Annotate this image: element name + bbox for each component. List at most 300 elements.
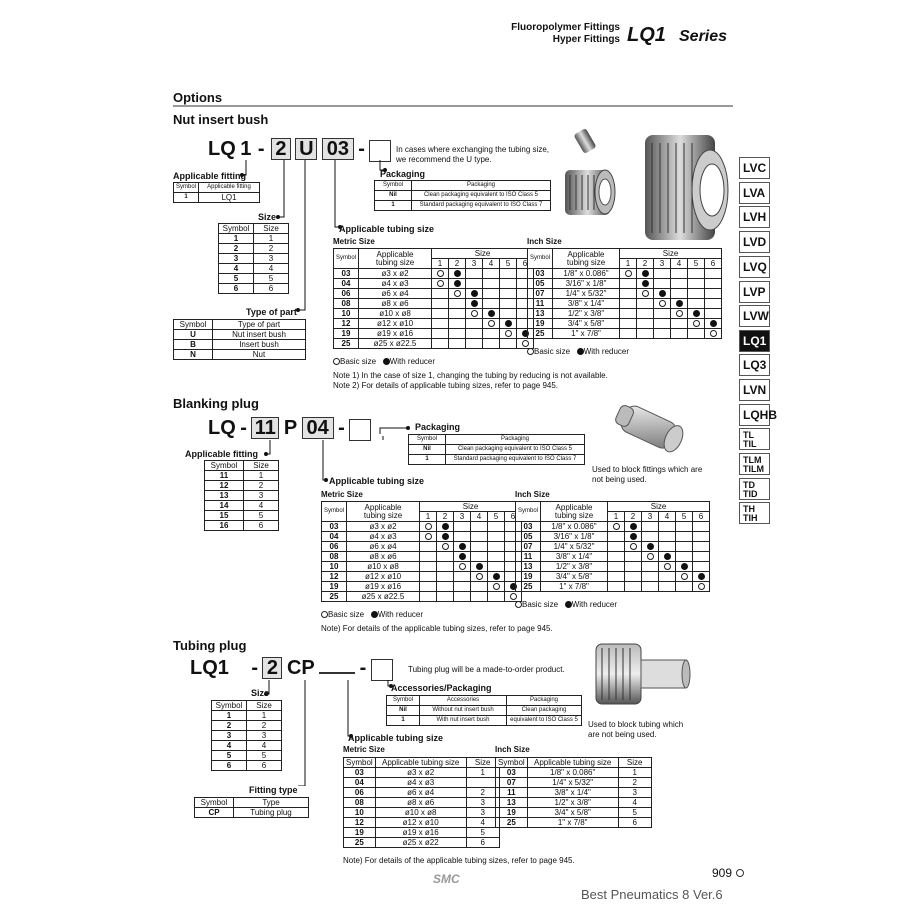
table-row [212,711,282,721]
table-cell: 5 [618,808,651,818]
table-cell: 3/8" x 1/4" [553,299,620,309]
reducer-icon [642,270,649,277]
blank-fitting-table [204,460,279,531]
size-cell [500,309,517,319]
table-cell: 5 [247,751,282,761]
code-digit: 1 [240,138,252,160]
table-cell: Standard packaging equivalent to ISO Class 7 [412,201,551,211]
table-cell: 25 [496,818,528,828]
table-row [322,532,522,542]
table-cell: 1 [174,193,199,203]
size-cell [471,552,488,562]
table-row [344,828,500,838]
col-header: Symbol [212,701,247,711]
code-type: P [283,417,298,439]
table-cell: ø6 x ø4 [375,788,466,798]
tab-lvp[interactable]: LVP [739,281,770,303]
table-cell: 25 [322,592,347,602]
size-cell [449,319,466,329]
basic-size-icon [471,310,478,317]
table-cell: 19 [322,582,347,592]
blank-metric-legend [321,610,423,619]
size-cell [642,552,659,562]
table-cell: 5 [466,828,499,838]
col-header: Symbol [195,798,234,808]
size-cell [449,299,466,309]
table-cell: ø12 x ø10 [347,572,420,582]
applicable-label: Applicable [567,249,605,259]
table-row [387,706,582,716]
table-cell: 1/2" x 3/8" [527,798,618,808]
size-cell [608,542,625,552]
size-cell [705,279,722,289]
size-cell [637,329,654,339]
table-cell: 05 [528,279,553,289]
table-row [496,808,652,818]
col-header: 1 [608,512,625,522]
table-row [516,542,710,552]
tubing-size-label: tubing size [566,257,606,267]
nut-tubing-label: Applicable tubing size [339,224,435,234]
table-cell: 3/4" x 5/8" [553,319,620,329]
size-cell [693,522,710,532]
table-cell: 2 [618,778,651,788]
size-cell [620,309,637,319]
plug-product-image [594,640,694,710]
table-cell: Insert bush [213,340,306,350]
col-header: Packaging [446,435,585,445]
size-cell [449,289,466,299]
nut-type-label: Type of part [246,307,297,317]
smc-logo: SMC [433,872,460,886]
nut-metric-grid [333,248,534,349]
table-row [322,592,522,602]
table-cell: 03 [322,522,347,532]
size-cell [437,522,454,532]
code-size-box: 2 [262,657,282,679]
blank-metric-grid [321,501,522,602]
table-cell: With nut insert bush [420,716,507,726]
table-row [219,284,289,294]
table-cell: Nut insert bush [213,330,306,340]
reducer-icon [693,310,700,317]
col-header: Symbol [334,249,359,269]
blank-inch-legend [515,600,617,609]
reducer-icon [577,348,584,355]
reducer-icon [565,601,572,608]
tab-td-tid[interactable]: TD TID [739,478,770,500]
table-row [322,552,522,562]
size-cell [454,562,471,572]
table-row [219,244,289,254]
tab-lvd[interactable]: LVD [739,231,770,253]
col-header: Size [608,502,710,512]
size-cell [659,552,676,562]
reducer-icon [493,573,500,580]
table-cell: 1/2" x 3/8" [553,309,620,319]
nut-metric-label: Metric Size [333,237,375,246]
size-cell [437,592,454,602]
nut-fitting-table [173,182,260,203]
tab-lq3[interactable]: LQ3 [739,354,770,376]
table-row [334,339,534,349]
table-cell: 14 [205,501,244,511]
col-header: 1 [420,512,437,522]
table-cell: 07 [516,542,541,552]
size-cell [454,582,471,592]
col-header: 1 [432,259,449,269]
table-cell: 1 [247,711,282,721]
col-header: Type of part [213,320,306,330]
basic-size-icon [693,320,700,327]
size-cell [449,279,466,289]
col-header: Symbol [516,502,541,522]
table-row [528,309,722,319]
table-cell: 2 [254,244,289,254]
col-header: Symbol [496,758,528,768]
col-header: 3 [454,512,471,522]
table-cell: 19 [344,828,376,838]
size-cell [705,329,722,339]
table-row [322,572,522,582]
reducer-icon [647,543,654,550]
table-cell: 13 [205,491,244,501]
nut-note: In cases where exchanging the tubing size, we recommend the U type. [396,145,549,164]
size-cell [500,319,517,329]
table-row [322,562,522,572]
table-cell: Nut [213,350,306,360]
nut-inch-label: Inch Size [527,237,562,246]
basic-size-icon [681,573,688,580]
basic-size-icon [676,310,683,317]
code-tubing-box [319,672,355,674]
col-header: 3 [466,259,483,269]
table-cell: 3/16" x 1/8" [541,532,608,542]
table-cell: ø25 x ø22.5 [347,592,420,602]
table-row [212,761,282,771]
table-row [205,491,279,501]
size-cell [500,289,517,299]
col-header: Symbol [322,502,347,522]
size-cell [437,572,454,582]
table-cell: 3 [247,731,282,741]
size-cell [488,592,505,602]
table-cell: 08 [334,299,359,309]
code-tubing-box: 03 [322,138,354,160]
blank-inch-grid [515,501,710,592]
basic-size-icon [505,330,512,337]
col-header: 6 [693,512,710,522]
size-cell [454,552,471,562]
page-number: 909 [712,866,733,880]
table-cell: Nil [375,191,412,201]
table-cell: ø10 x ø8 [359,309,432,319]
col-header: Size [466,758,499,768]
size-cell [488,542,505,552]
tab-lvw[interactable]: LVW [739,305,770,327]
code-prefix: LQ [208,138,236,160]
size-cell [705,289,722,299]
size-cell [654,289,671,299]
basic-size-icon [659,300,666,307]
table-cell: 06 [322,542,347,552]
reducer-icon [459,553,466,560]
size-cell [693,572,710,582]
size-cell [659,562,676,572]
table-row [375,201,551,211]
table-cell: 1" x 7/8" [553,329,620,339]
table-row [205,511,279,521]
col-header: 4 [483,259,500,269]
table-row [212,731,282,741]
size-cell [620,289,637,299]
basic-size-icon [437,280,444,287]
tab-lvq[interactable]: LVQ [739,256,770,278]
size-cell [500,329,517,339]
reducer-icon [454,270,461,277]
size-cell [488,532,505,542]
basic-size-icon [647,553,654,560]
tubing-size-label: tubing size [363,510,403,520]
table-cell: 1/8" x 0.086" [553,269,620,279]
size-cell [488,572,505,582]
table-row [205,501,279,511]
size-cell [454,532,471,542]
table-cell: 06 [344,788,376,798]
table-cell: 12 [322,572,347,582]
table-cell: 12 [205,481,244,491]
size-cell [471,532,488,542]
tab-tl-til[interactable]: TL TIL [739,428,770,450]
table-row [409,445,585,455]
table-cell: ø19 x ø16 [375,828,466,838]
table-cell: 3 [466,798,499,808]
table-row [334,319,534,329]
size-cell [671,319,688,329]
reducer-icon [442,523,449,530]
col-header: Size [420,502,522,512]
plug-inch-label: Inch Size [495,745,530,754]
col-header: Size [432,249,534,259]
table-row [344,778,500,788]
table-cell: 4 [247,741,282,751]
plug-metric-table [343,757,500,848]
table-cell: 5 [212,751,247,761]
col-header: Packaging [507,696,582,706]
col-header: Symbol [528,249,553,269]
size-cell [676,572,693,582]
table-row [322,582,522,592]
size-cell [471,562,488,572]
col-header: Symbol [219,224,254,234]
table-row [528,319,722,329]
reducer-icon [442,533,449,540]
table-row [205,481,279,491]
table-row [219,234,289,244]
table-row [528,299,722,309]
col-header: Size [254,224,289,234]
nut-product-image [560,125,735,245]
size-cell [671,269,688,279]
size-cell [466,339,483,349]
size-cell [637,279,654,289]
page-marker-icon [736,869,744,877]
code-fitting-box: 11 [251,417,279,439]
size-cell [705,269,722,279]
table-cell: 03 [516,522,541,532]
size-cell [676,582,693,592]
table-cell: 25 [334,339,359,349]
size-cell [483,279,500,289]
table-cell: 10 [322,562,347,572]
basic-size-icon [515,601,522,608]
table-cell: 4 [219,264,254,274]
nut-size-table [218,223,289,294]
size-cell [693,582,710,592]
table-cell: 13 [528,309,553,319]
table-cell: 13 [516,562,541,572]
size-cell [654,329,671,339]
table-cell: ø25 x ø22.5 [359,339,432,349]
size-cell [420,582,437,592]
size-cell [471,582,488,592]
size-cell [659,572,676,582]
legend-basic: Basic size [328,610,365,619]
col-header: Symbol [409,435,446,445]
code-dash: - [359,657,367,679]
basic-size-icon [425,523,432,530]
size-cell [671,299,688,309]
basic-size-icon [698,583,705,590]
tab-lvn[interactable]: LVN [739,379,770,401]
applicable-label: Applicable [364,502,402,512]
blank-packaging-label: Packaging [415,422,461,432]
size-cell [659,532,676,542]
table-row [334,269,534,279]
tab-th-tih[interactable]: TH TIH [739,502,770,524]
tab-lvc[interactable]: LVC [739,157,770,179]
size-cell [625,552,642,562]
size-cell [449,309,466,319]
basic-size-icon [527,348,534,355]
table-row [496,798,652,808]
size-cell [483,319,500,329]
tab-tlm-tilm[interactable]: TLM TILM [739,453,770,475]
reducer-icon [476,563,483,570]
nut-section-title: Nut insert bush [173,112,269,127]
table-cell: 16 [205,521,244,531]
col-header: Symbol [387,696,420,706]
basic-size-icon [630,543,637,550]
reducer-icon [681,563,688,570]
table-cell: 6 [254,284,289,294]
size-cell [642,562,659,572]
plug-acc-label: Accessories/Packaging [391,683,492,693]
size-cell [637,289,654,299]
legend-basic: Basic size [522,600,559,609]
size-cell [483,289,500,299]
size-cell [688,299,705,309]
table-cell: ø8 x ø6 [359,299,432,309]
size-cell [483,309,500,319]
table-row [528,269,722,279]
tab-lva[interactable]: LVA [739,182,770,204]
size-cell [637,309,654,319]
nut-metric-legend [333,357,435,366]
table-row [516,572,710,582]
table-cell: 04 [334,279,359,289]
table-row [174,330,306,340]
blank-metric-label: Metric Size [321,490,363,499]
table-row [375,191,551,201]
size-cell [437,532,454,542]
size-cell [608,572,625,582]
size-cell [449,269,466,279]
nut-inch-grid [527,248,722,339]
tab-lqhb[interactable]: LQHB [739,404,770,426]
size-cell [471,542,488,552]
col-header [359,249,432,269]
reducer-icon [371,611,378,618]
code-size-box: 2 [271,138,291,160]
table-cell: 3/8" x 1/4" [527,788,618,798]
table-cell: 1/4" x 5/32" [553,289,620,299]
blank-fitting-label: Applicable fitting [185,449,258,459]
reducer-icon [459,543,466,550]
table-cell: N [174,350,213,360]
table-row [528,289,722,299]
table-cell: 2 [247,721,282,731]
table-cell: Clean packaging equivalent to ISO Class 5 [446,445,585,455]
table-cell: ø19 x ø16 [347,582,420,592]
tab-lvh[interactable]: LVH [739,206,770,228]
size-cell [688,319,705,329]
size-cell [676,562,693,572]
size-cell [654,319,671,329]
table-row [409,455,585,465]
plug-acc-table [386,695,582,726]
size-cell [642,572,659,582]
table-row [334,299,534,309]
size-cell [432,319,449,329]
blank-tubing-label: Applicable tubing size [329,476,425,486]
table-cell: 5 [244,511,279,521]
size-cell [637,319,654,329]
size-cell [449,329,466,339]
size-cell [608,562,625,572]
nut-note1: Note 1) In the case of size 1, changing the tubing by reducing is not available. [333,371,608,380]
watermark: Best Pneumatics 8 Ver.6 [581,887,723,902]
table-cell: Standard packaging equivalent to ISO Class 7 [446,455,585,465]
table-row [344,768,500,778]
table-row [516,582,710,592]
size-cell [608,522,625,532]
tab-lq1[interactable]: LQ1 [739,330,770,352]
size-cell [488,582,505,592]
basic-size-icon [625,270,632,277]
size-cell [688,329,705,339]
table-cell: ø19 x ø16 [359,329,432,339]
size-cell [654,269,671,279]
size-cell [705,299,722,309]
basic-size-icon [454,290,461,297]
table-cell: 12 [334,319,359,329]
table-cell: ø4 x ø3 [347,532,420,542]
reducer-icon [710,320,717,327]
table-cell: 03 [344,768,376,778]
col-header: Size [244,461,279,471]
table-row [334,329,534,339]
